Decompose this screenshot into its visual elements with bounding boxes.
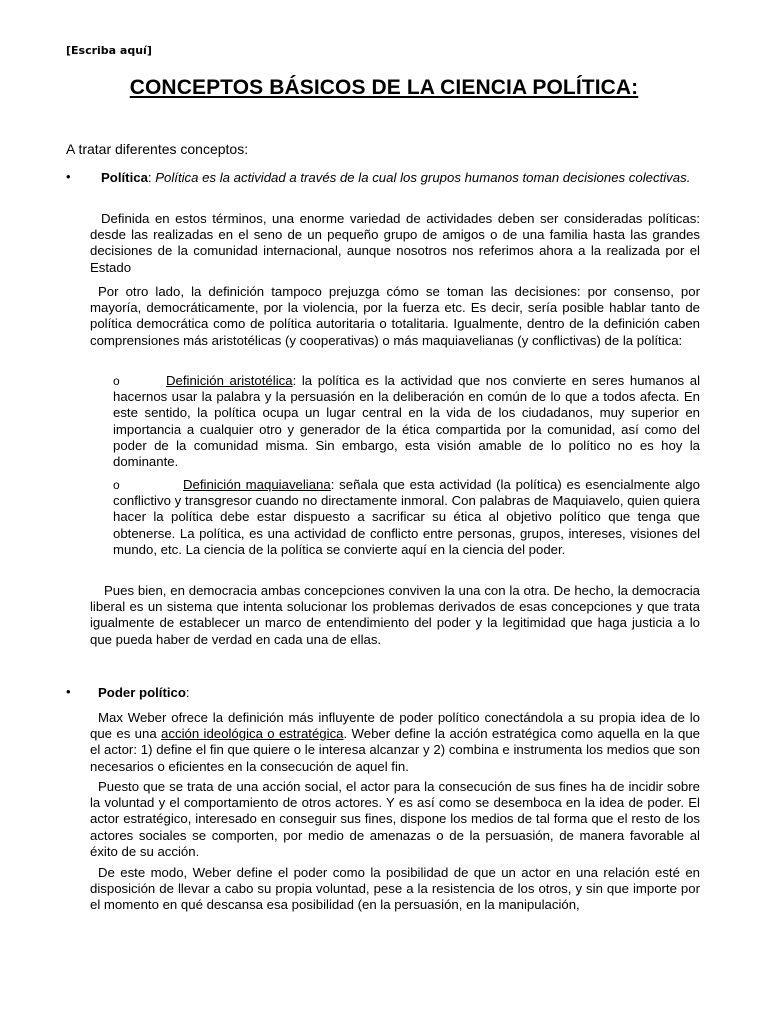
maquiaveliana-label: Definición maquiaveliana bbox=[183, 477, 331, 492]
poder-paragraph-3: De este modo, Weber define el poder como la posibilidad de que un actor en una relación esté en disposición de llevar a cabo su propia voluntad, pese a la resistencia de los otros, y sin que importe por el momento en qué descansa esa posibilidad (en la persuasión, en la manipulación, bbox=[90, 865, 700, 913]
header-placeholder[interactable]: [Escriba aquí] bbox=[66, 44, 152, 57]
poder-politico-colon: : bbox=[185, 685, 190, 700]
aristotelica-label: Definición aristotélica bbox=[166, 373, 293, 388]
politica-paragraph-3: Pues bien, en democracia ambas concepciones conviven la una con la otra. De hecho, la democracia liberal es un sistema que intenta solucionar los problemas derivados de esas concepciones y que trata igualmente de establecer un marco de entendimiento del poder y la legitimidad que haga justicia a lo que pueda haber de verdad en cada una de ellas. bbox=[90, 583, 700, 647]
sub-bullet-aristotelica: o bbox=[113, 374, 120, 388]
poder-paragraph-2: Puesto que se trata de una acción social, el actor para la consecución de sus fines ha de incidir sobre la voluntad y el comportamiento de otros actores. Y es así como se desemboca en la idea de poder. El actor estratégico, interesado en conseguir sus fines, dispone los medios de tal forma que el resto de los actores sociales se comporten, por medio de amenazas o de la persuasión, de manera favorable al éxito de su acción. bbox=[90, 779, 700, 859]
aristotelica-text: : la política es la actividad que nos convierte en seres humanos al hacernos usar la palabra y la persuasión en la deliberación en común de lo que a todos afecta. En este sentido, la política ocupa un lugar central en la vida de los ciudadanos, muy superior en importancia a cualquier otro y generador de la ética compartida por la comunidad, así como del poder de la comunidad misma. Sin embargo, esta visión amable de lo político no es hoy la dominante. bbox=[113, 373, 701, 470]
poder-politico-heading bbox=[98, 685, 698, 701]
accion-estrategica-link: acción ideológica o estratégica bbox=[161, 726, 344, 742]
poder-p1-start: Max Weber ofrece la definición más influyente de poder político conectándola a su propia idea de lo que es una bbox=[90, 710, 700, 742]
intro-text: A tratar diferentes conceptos: bbox=[66, 141, 249, 157]
poder-politico-term: Poder político bbox=[98, 685, 186, 700]
sub-bullet-maquiaveliana: o bbox=[113, 478, 120, 492]
politica-term: Política bbox=[101, 170, 148, 185]
bullet-poder-politico: • bbox=[66, 684, 71, 699]
maquiaveliana-text: : señala que esta actividad (la política) es esencialmente algo conflictivo y transgresor cuando no directamente inmoral. Con palabras de Maquiavelo, quien quiera hacer la política debe estar dispuesto a sacrificar su ética al objetivo político que tenga que obtenerse. La política, es una actividad de conflicto entre personas, grupos, intereses, visiones del mundo, etc. La ciencia de la política se convierte aquí en la ciencia del poder. bbox=[113, 477, 700, 557]
politica-definition bbox=[90, 170, 700, 186]
definicion-aristotelica bbox=[113, 373, 700, 470]
politica-colon: : bbox=[147, 170, 152, 185]
definicion-maquiaveliana bbox=[113, 477, 700, 558]
poder-p1-end: . Weber define la acción estratégica como aquella en la que el actor: 1) define el fin que quiere o le interesa alcanzar y 2) combina e instrumenta los medios que son necesarios o eficientes en la consecución de aquel fin. bbox=[90, 726, 700, 774]
politica-paragraph-1: Definida en estos términos, una enorme variedad de actividades deben ser consideradas políticas: desde las realizadas en el seno de un pequeño grupo de amigos o de una familia hasta las grandes decisiones de la comunidad internacional, aunque nosotros nos referimos ahora a la realizada por el Estado bbox=[90, 211, 700, 275]
page-title: CONCEPTOS BÁSICOS DE LA CIENCIA POLÍTICA: bbox=[129, 76, 639, 99]
politica-paragraph-2: Por otro lado, la definición tampoco prejuzga cómo se toman las decisiones: por consenso, por mayoría, democráticamente, por la violencia, por la fuerza etc. Es decir, sería posible hablar tanto de política democrática como de política autoritaria o totalitaria. Igualmente, dentro de la definición caben comprensiones más aristotélicas (y cooperativas) o más maquiavelianas (y conflictivas) de la política: bbox=[90, 284, 700, 348]
bullet-politica: • bbox=[66, 169, 71, 184]
politica-definition-text: Política es la actividad a través de la cual los grupos humanos toman decisiones colectivas. bbox=[151, 170, 691, 185]
poder-paragraph-1 bbox=[90, 710, 700, 775]
